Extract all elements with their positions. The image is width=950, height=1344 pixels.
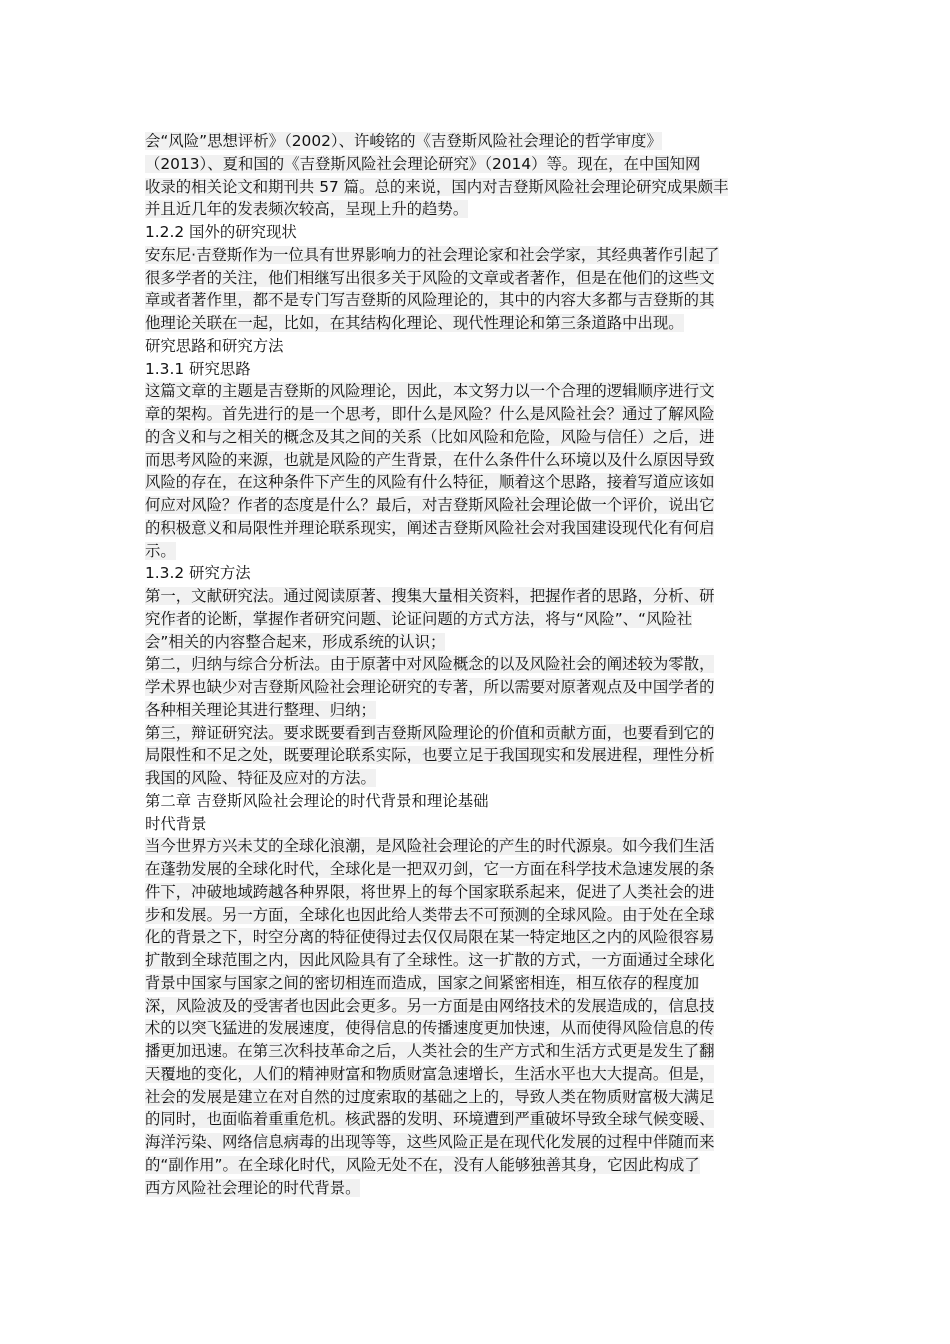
text-line: 化的背景之下，时空分离的特征使得过去仅仅局限在某一特定地区之内的风险很容易 <box>145 928 715 947</box>
text-line: 深，风险波及的受害者也因此会更多。另一方面是由网络技术的发展造成的，信息技 <box>145 996 715 1015</box>
text-line: 各种相关理论其进行整理、归纳； <box>145 700 376 719</box>
text-line: 风险的存在，在这种条件下产生的风险有什么特征，顺着这个思路，接着写道应该如 <box>145 473 715 492</box>
text-line: 的含义和与之相关的概念及其之间的关系（比如风险和危险，风险与信任）之后，进 <box>145 427 715 446</box>
text-line: 第三，辩证研究法。要求既要看到吉登斯风险理论的价值和贡献方面，也要看到它的 <box>145 723 715 742</box>
text-line: 背景中国家与国家之间的密切相连而造成，国家之间紧密相连，相互依存的程度加 <box>145 973 700 992</box>
text-line: 术的以突飞猛进的发展速度，使得信息的传播速度更加快速，从而使得风险信息的传 <box>145 1019 715 1038</box>
era-background-paragraph <box>145 835 805 1199</box>
text-line: 在蓬勃发展的全球化时代，全球化是一把双刃剑，它一方面在科学技术急速发展的条 <box>145 860 715 878</box>
text-line: 这篇文章的主题是吉登斯的风险理论，因此，本文努力以一个合理的逻辑顺序进行文 <box>145 382 715 401</box>
method-induction-paragraph <box>145 653 805 721</box>
text-line: 海洋污染、网络信息病毒的出现等等，这些风险正是在现代化发展的过程中伴随而来 <box>145 1133 715 1151</box>
research-ideas-paragraph <box>145 380 805 562</box>
text-line: 当今世界方兴未艾的全球化浪潮，是风险社会理论的产生的时代源泉。如今我们生活 <box>145 837 715 856</box>
intro-paragraph <box>145 130 805 221</box>
text-line: 的同时，也面临着重重危机。核武器的发明、环境遭到严重破坏导致全球气候变暖、 <box>145 1110 715 1129</box>
text-line: 何应对风险？作者的态度是什么？最后，对吉登斯风险社会理论做一个评价，说出它 <box>145 496 715 514</box>
text-line: （2013）、夏和国的《吉登斯风险社会理论研究》（2014）等。现在，在中国知网 <box>145 154 701 173</box>
text-line: 会“风险”思想评析》（2002）、许峻铭的《吉登斯风险社会理论的哲学审度》 <box>145 132 662 150</box>
text-line: 章或者著作里，都不是专门写吉登斯的风险理论的，其中的内容大多都与吉登斯的其 <box>145 291 715 310</box>
section-heading-era-background: 时代背景 <box>145 814 207 833</box>
text-line: 西方风险社会理论的时代背景。 <box>145 1178 361 1197</box>
text-line: 学术界也缺少对吉登斯风险社会理论研究的专著，所以需要对原著观点及中国学者的 <box>145 678 715 696</box>
section-heading-foreign-research: 1.2.2 国外的研究现状 <box>145 223 297 241</box>
text-line: 第二，归纳与综合分析法。由于原著中对风险概念的以及风险社会的阐述较为零散， <box>145 655 715 674</box>
method-literature-paragraph <box>145 585 805 653</box>
text-line: 而思考风险的来源，也就是风险的产生背景，在什么条件什么环境以及什么原因导致 <box>145 450 715 469</box>
text-line: 的“副作用”。在全球化时代，风险无处不在，没有人能够独善其身，它因此构成了 <box>145 1155 700 1174</box>
text-line: 章的架构。首先进行的是一个思考，即什么是风险？什么是风险社会？通过了解风险 <box>145 405 715 423</box>
text-line: 收录的相关论文和期刊共 57 篇。总的来说，国内对吉登斯风险社会理论研究成果颇丰 <box>145 177 729 196</box>
text-line: 件下，冲破地域跨越各种界限，将世界上的每个国家联系起来，促进了人类社会的进 <box>145 882 715 901</box>
text-line: 社会的发展是建立在对自然的过度索取的基础之上的，导致人类在物质财富极大满足 <box>145 1087 715 1106</box>
text-line: 的积极意义和局限性并理论联系现实，阐述吉登斯风险社会对我国建设现代化有何启 <box>145 518 715 537</box>
text-line: 步和发展。另一方面，全球化也因此给人类带去不可预测的全球风险。由于处在全球 <box>145 905 715 924</box>
text-line: 很多学者的关注，他们相继写出很多关于风险的文章或者著作，但是在他们的这些文 <box>145 268 715 287</box>
text-line: 播更加迅速。在第三次科技革命之后，人类社会的生产方式和生活方式更是发生了翻 <box>145 1042 715 1060</box>
text-line: 并且近几年的发表频次较高，呈现上升的趋势。 <box>145 200 469 219</box>
text-line: 第一，文献研究法。通过阅读原著、搜集大量相关资料，把握作者的思路，分析、研 <box>145 587 715 605</box>
text-line: 天覆地的变化，人们的精神财富和物质财富急速增长，生活水平也大大提高。但是， <box>145 1064 715 1083</box>
section-heading-research-ideas: 1.3.1 研究思路 <box>145 359 251 378</box>
foreign-research-paragraph <box>145 244 805 335</box>
chapter-title: 第二章 吉登斯风险社会理论的时代背景和理论基础 <box>145 791 489 810</box>
text-line: 他理论关联在一起，比如，在其结构化理论、现代性理论和第三条道路中出现。 <box>145 314 684 332</box>
text-line: 安东尼·吉登斯作为一位具有世界影响力的社会理论家和社会学家，其经典著作引起了 <box>145 245 720 264</box>
text-line: 我国的风险、特征及应对的方法。 <box>145 769 376 787</box>
method-dialectic-paragraph <box>145 722 805 790</box>
text-line: 示。 <box>145 541 176 560</box>
text-line: 扩散到全球范围之内，因此风险具有了全球性。这一扩散的方式，一方面通过全球化 <box>145 951 715 969</box>
section-heading-research-methods: 1.3.2 研究方法 <box>145 564 251 583</box>
text-line: 会”相关的内容整合起来，形成系统的认识； <box>145 632 446 651</box>
text-line: 局限性和不足之处，既要理论联系实际，也要立足于我国现实和发展进程，理性分析 <box>145 746 715 765</box>
document-page <box>145 130 805 1199</box>
text-line: 究作者的论断，掌握作者研究问题、论证问题的方式方法，将与“风险”、“风险社 <box>145 609 693 628</box>
section-heading-ideas-methods: 研究思路和研究方法 <box>145 336 284 355</box>
